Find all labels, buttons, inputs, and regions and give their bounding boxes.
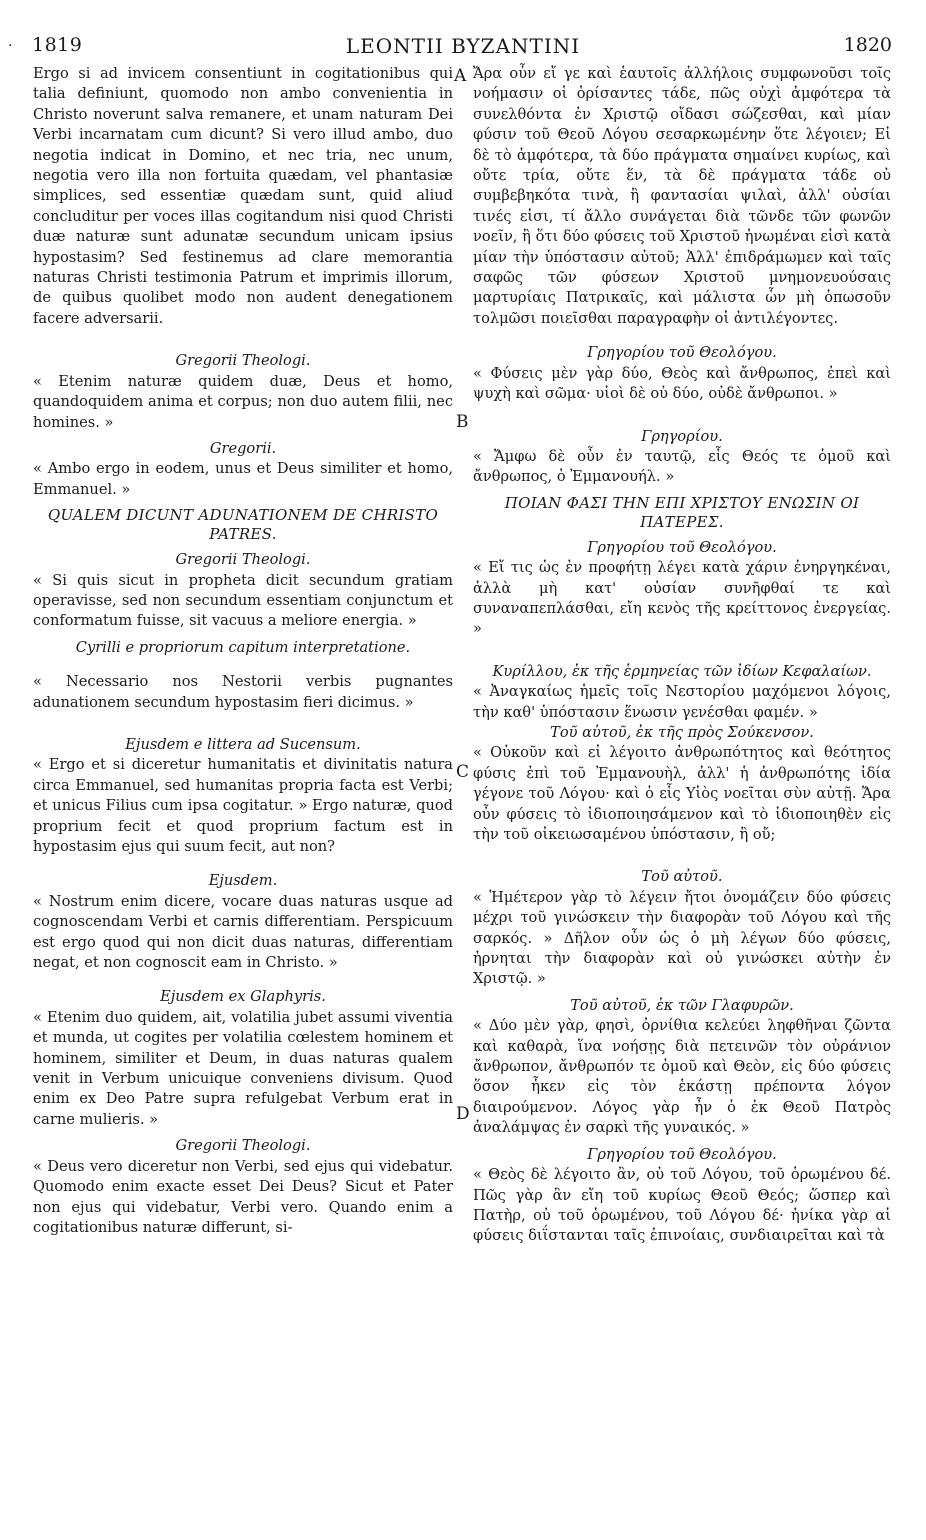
greek-heading: Γρηγορίου τοῦ Θεολόγου. (587, 538, 777, 556)
latin-heading: Gregorii Theologi. (175, 352, 311, 370)
running-title: LEONTII BYZANTINI (345, 34, 581, 58)
greek-quote: « Φύσεις μὲν γὰρ δύο, Θεὸς καὶ ἄνθρωπος, ἐπεὶ καὶ ψυχὴ καὶ σῶμα· υἱοὶ δὲ οὐ δύο, οὐδὲ ἄνθρωποι. » (473, 364, 891, 403)
latin-heading: Gregorii Theologi. (175, 1137, 311, 1155)
latin-quote: « Etenim naturæ quidem duæ, Deus et homo, quandoquidem anima et corpus; non duo autem filii, nec homines. » (33, 372, 453, 431)
greek-quote: « Ἡμέτερον γὰρ τὸ λέγειν ἤτοι ὀνομάζειν δύο φύσεις μέχρι τοῦ γινώσκειν τὴν διαφορὰν τοῦ Λόγου καὶ τῆς σαρκός. » Δῆλον οὖν ὡς ὁ μὴ λέγων δύο φύσεις, ἠρνηται τὴν διαφορὰν καὶ οὐ γινώσκει αὐτὴν ἐν Χριστῷ. » (473, 888, 891, 988)
greek-quote: « Ἀναγκαίως ἡμεῖς τοῖς Νεστορίου μαχόμενοι λόγοις, τὴν καθ' ὑπόστασιν ἕνωσιν γενέσθαι φαμέν. » (473, 683, 891, 721)
greek-heading: Τοῦ αὐτοῦ, ἐκ τῆς πρὸς Σούκενσον. (550, 723, 814, 741)
greek-quote: « Ἄμφω δὲ οὖν ἐν ταυτῷ, εἷς Θεός τε ὁμοῦ καὶ ἄνθρωπος, ὁ Ἐμμανουήλ. » (473, 447, 891, 486)
margin-letter-c: C (456, 762, 470, 782)
greek-quote: « Θεὸς δὲ λέγοιτο ἂν, οὐ τοῦ Λόγου, τοῦ ὁρωμένου δέ. Πῶς γὰρ ἂν εἴη τοῦ κυρίως Θεοῦ Θεός; ὥσπερ καὶ Πατὴρ, οὐ τοῦ ὁρωμένου, τοῦ Λόγου δέ· ἡνίκα γὰρ αἱ φύσεις διΐστανται ταῖς ἐπινοίαις, συνδιαιρεῖται καὶ τὰ (473, 1166, 891, 1245)
latin-heading: Ejusdem e littera ad Sucensum. (125, 735, 361, 753)
greek-heading: Τοῦ αὐτοῦ. (641, 868, 723, 886)
margin-letter-a: A (454, 66, 467, 86)
latin-heading: Cyrilli e propriorum capitum interpretatione. (75, 638, 411, 656)
greek-heading: Γρηγορίου τοῦ Θεολόγου. (587, 344, 777, 362)
latin-quote: « Nostrum enim dicere, vocare duas naturas usque ad cognoscendam Verbi et carnis differentiam. Perspicuum est ergo quod qui non dicit duas naturas, differentiam negat, et non cognoscit eam in Christo. » (33, 892, 453, 972)
greek-column (473, 64, 891, 1247)
latin-section-title: QUALEM DICUNT ADUNATIONEM DE CHRISTO PATRES. (47, 506, 439, 544)
latin-paragraph: Ergo si ad invicem consentiunt in cogitationibus qui talia definiunt, quomodo non ambo convenientia in Christo noverunt salva remanere, et unam naturam Dei Verbi incarnatam cum dicunt? Si vero illud ambo, duo negotia indicat in Domino, et nec tria, nec unum, negotia vero illa non fortuita quædam, vel phantasiæ simplices, sed essentiæ quædam sunt, quid aliud concluditur per voces illas cogitandum nisi quod Christi duæ naturæ sunt adunatæ secundum unicam ipsius hypostasim? Sed festinemus ad clare memorantia naturas Christi testimonia Patrum et imprimis illorum, de quibus quolibet modo non audent denegationem facere adversarii. (33, 65, 453, 327)
latin-heading: Ejusdem ex Glaphyris. (160, 988, 326, 1006)
latin-quote: « Etenim duo quidem, ait, volatilia jubet assumi viventia et munda, ut cogites per volatilia cœlestem hominem et hominem, similiter et Deum, in duas naturas qualem venit in Verbum unicuique conveniens divisum. Quod enim ex Deo Patre supra refulgebat Verbum erat in carne mulieris. » (33, 1008, 453, 1128)
greek-heading: Γρηγορίου τοῦ Θεολόγου. (587, 1145, 777, 1163)
greek-heading: Τοῦ αὐτοῦ, ἐκ τῶν Γλαφυρῶν. (570, 996, 794, 1014)
greek-heading: Γρηγορίου. (641, 427, 723, 445)
page-header (0, 34, 926, 58)
greek-paragraph: Ἄρα οὖν εἴ γε καὶ ἑαυτοῖς ἀλλήλοις συμφωνοῦσι τοῖς νοήμασιν οἱ ὁρίσαντες τάδε, πῶς οὐχὶ ἀμφότερα τὰ συνελθόντα ἐν Χριστῷ οἴδασι σώζεσθαι, καὶ μίαν φύσιν τοῦ Θεοῦ Λόγου σεσαρκωμένην ὅτε λέγοιεν; Εἰ δὲ τὸ ἀμφότερα, τὰ δύο πράγματα σημαίνει κυρίως, καὶ οὔτε τρία, οὔτε ἕν, τὰ δὲ πράγματα τάδε οὐ συμβεβηκότα τινὰ, ἢ φαντασίαι ψιλαὶ, ἀλλ' οὐσίαι τινές εἰσι, τί ἄλλο συνάγεται διὰ τῶνδε τῶν φωνῶν νοεῖν, ἢ ὅτι δύο φύσεις τοῦ Χριστοῦ ἡνωμέναι εἰσὶ κατὰ μίαν τὴν ὑπόστασιν αὐτοῦ; Ἀλλ' ἐπιδράμωμεν καὶ ταῖς σαφῶς τῶν φύσεων Χριστοῦ μνημονευούσαις μαρτυρίαις Πατρικαῖς, καὶ μάλιστα ὧν μὴ ὁπωσοῦν τολμῶσι ποιεῖσθαι παραγραφὴν οἱ ἀντιλέγοντες. (473, 65, 891, 327)
greek-quote: « Οὐκοῦν καὶ εἰ λέγοιτο ἀνθρωπότητος καὶ θεότητος φύσις ἐπὶ τοῦ Ἐμμανουὴλ, ἀλλ' ἡ ἀνθρωπότης ἰδία γέγονε τοῦ Λόγου· καὶ ὁ εἷς Υἱὸς νοεῖται σὺν αὐτῇ. Ἄρα οὖν φύσεις τὸ ἰδιοποιησάμενον καὶ τὸ ἰδιοποιηθὲν εἰς τὴν τοῦ οἰκειωσαμένου ὑπόστασιν, ἢ οὔ; (473, 744, 891, 843)
latin-quote: « Necessario nos Nestorii verbis pugnantes adunationem secundum hypostasim fieri dicimus. » (33, 673, 453, 711)
left-page-number: 1819 (32, 34, 83, 56)
greek-heading: Κυρίλλου, ἐκ τῆς ἑρμηνείας τῶν ἰδίων Κεφαλαίων. (492, 662, 872, 680)
latin-heading: Gregorii Theologi. (175, 551, 311, 569)
latin-quote: « Ambo ergo in eodem, unus et Deus similiter et homo, Emmanuel. » (33, 460, 453, 498)
latin-heading: Ejusdem. (208, 872, 278, 890)
latin-quote: « Deus vero diceretur non Verbi, sed ejus qui videbatur. Quomodo enim exacte esset Dei Deus? Sicut et Pater non ejus qui videbatur, Verbi vero. Quando enim a cogitationibus naturæ differunt, si- (33, 1157, 453, 1236)
greek-quote: « Δύο μὲν γὰρ, φησὶ, ὀρνίθια κελεύει ληφθῆναι ζῶντα καὶ καθαρὰ, ἵνα νοήσῃς διὰ πετεινῶν τὸν οὐράνιον ἄνθρωπον, ἄνθρωπόν τε ὁμοῦ καὶ Θεὸν, εἰς δύο φύσεις ὅσον ἧκεν εἰς τὸν ἑκάστῃ πρέποντα λόγον διαιρούμενον. Λόγος γὰρ ἦν ὁ ἐκ Θεοῦ Πατρὸς ἀναλάμψας ἐν σαρκὶ τῆς γυναικός. » (473, 1017, 891, 1137)
right-page-number: 1820 (843, 34, 892, 56)
margin-letter-b: B (456, 412, 469, 432)
header-left-mark: . (8, 34, 13, 50)
greek-quote: « Εἴ τις ὡς ἐν προφήτῃ λέγει κατὰ χάριν ἐνηργηκέναι, ἀλλὰ μὴ κατ' οὐσίαν συνῆφθαί τε καὶ συναναπεπλάσθαι, εἴη κενὸς τῆς κρείττονος ἐνεργείας. » (473, 559, 891, 638)
latin-heading: Gregorii. (209, 439, 277, 457)
latin-column (33, 64, 453, 1238)
margin-letter-d: D (456, 1104, 470, 1124)
latin-quote: « Ergo et si diceretur humanitatis et divinitatis natura circa Emmanuel, sed humanitas propria facta est Verbi; et unicus Filius cum ipsa cogitatur. » Ergo naturæ, quod proprium fecit et quod proprium factum est in hypostasim ejus qui suum fecit, aut non? (33, 756, 453, 855)
latin-quote: « Si quis sicut in propheta dicit secundum gratiam operavisse, sed non secundum essentiam conjunctum et conformatum fuisse, sit vacuus a meliore energia. » (33, 571, 453, 630)
greek-section-title: ΠΟΙΑΝ ΦΑΣΙ ΤΗΝ ΕΠΙ ΧΡΙΣΤΟΥ ΕΝΩΣΙΝ ΟΙ ΠΑΤΕΡΕΣ. (504, 493, 860, 531)
